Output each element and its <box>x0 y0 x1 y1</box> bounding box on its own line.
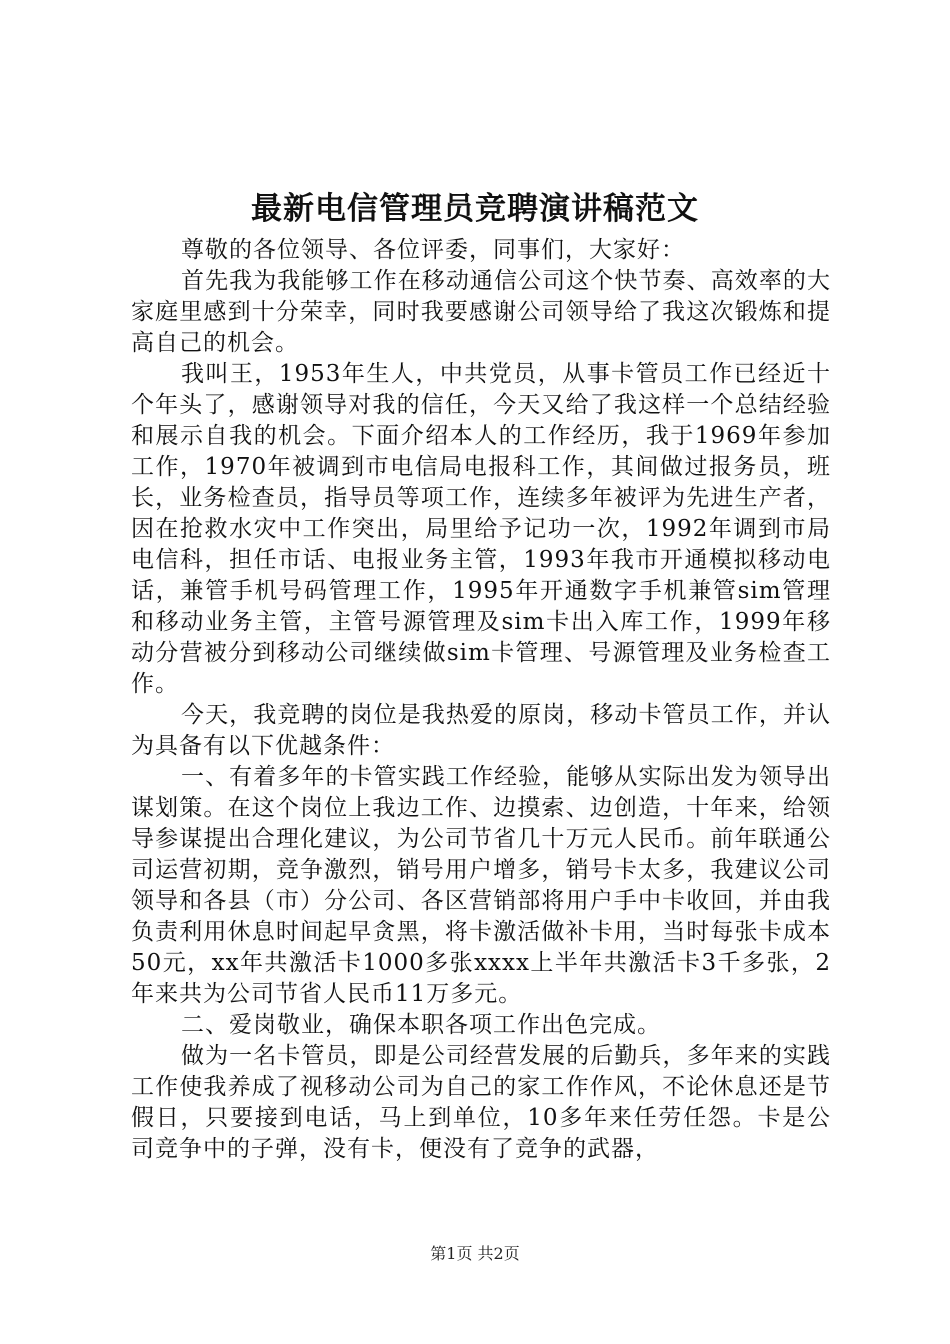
paragraph-greeting: 尊敬的各位领导、各位评委，同事们，大家好： <box>181 237 685 263</box>
paragraph-dedication-heading: 二、爱岗敬业，确保本职各项工作出色完成。 <box>181 1012 661 1038</box>
paragraph-introduction: 首先我为我能够工作在移动通信公司这个快节奏、高效率的大家庭里感到十分荣幸，同时我要感谢公司领导给了我这次锻炼和提高自己的机会。 <box>131 268 831 356</box>
document-title: 最新电信管理员竞聘演讲稿范文 <box>251 191 699 227</box>
page-footer: 第1页 共2页 <box>430 1244 520 1263</box>
paragraph-experience: 一、有着多年的卡管实践工作经验，能够从实际出发为领导出谋划策。在这个岗位上我边工作、边摸索、边创造，十年来，给领导参谋提出合理化建议，为公司节省几十万元人民币。前年联通公司运营初期，竞争激烈，销号用户增多，销号卡太多，我建议公司领导和各县（市）分公司、各区营销部将用户手中卡收回，并由我负责利用休息时间起早贪黑，将卡激活做补卡用，当时每张卡成本50元，xx年共激活卡1000多张xxxx上半年共激活卡3千多张，2年来共为公司节省人民币11万多元。 <box>131 764 831 1007</box>
paragraph-position: 今天，我竞聘的岗位是我热爱的原岗，移动卡管员工作，并认为具备有以下优越条件： <box>131 702 831 759</box>
paragraph-dedication: 做为一名卡管员，即是公司经营发展的后勤兵，多年来的实践工作使我养成了视移动公司为自己的家工作作风，不论休息还是节假日，只要接到电话，马上到单位，10多年来任劳任怨。卡是公司竞争中的子弹，没有卡，便没有了竞争的武器， <box>131 1043 831 1162</box>
document-body <box>131 235 831 1165</box>
paragraph-work-history: 我叫王，1953年生人，中共党员，从事卡管员工作已经近十个年头了，感谢领导对我的信任，今天又给了我这样一个总结经验和展示自我的机会。下面介绍本人的工作经历，我于1969年参加工作，1970年被调到市电信局电报科工作，其间做过报务员，班长，业务检查员，指导员等项工作，连续多年被评为先进生产者，因在抢救水灾中工作突出，局里给予记功一次，1992年调到市局电信科，担任市话、电报业务主管，1993年我市开通模拟移动电话，兼管手机号码管理工作，1995年开通数字手机兼管sim管理和移动业务主管，主管号源管理及sim卡出入库工作，1999年移动分营被分到移动公司继续做sim卡管理、号源管理及业务检查工作。 <box>131 361 831 697</box>
